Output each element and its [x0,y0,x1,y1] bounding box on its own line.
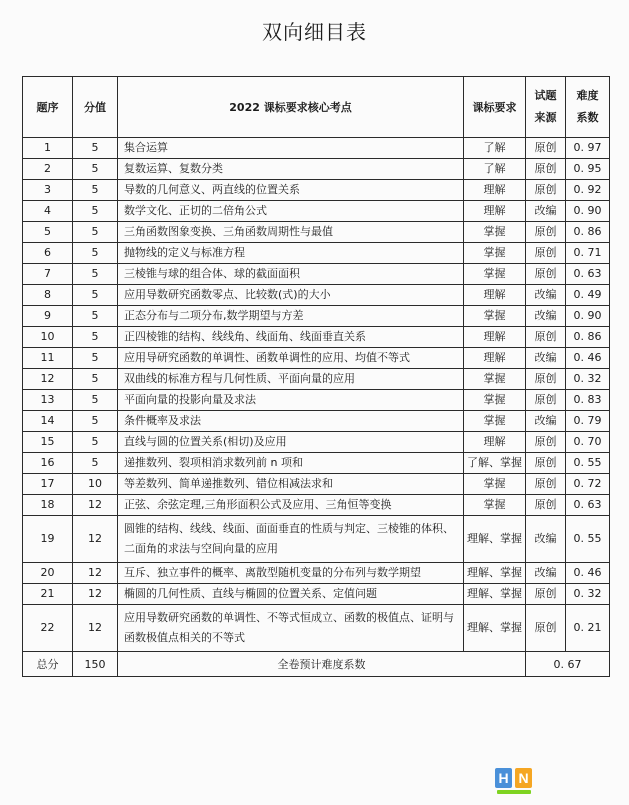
row-requirement: 了解 [464,138,526,159]
table-row [23,201,610,222]
row-requirement: 了解 [464,159,526,180]
row-score: 5 [73,453,118,474]
row-requirement: 理解 [464,348,526,369]
table-row [23,348,610,369]
row-requirement: 理解、掌握 [464,584,526,605]
header-requirement: 课标要求 [464,77,526,138]
table-row [23,432,610,453]
row-topic: 等差数列、简单递推数列、错位相减法求和 [118,474,464,495]
row-source: 改编 [526,285,566,306]
row-source: 改编 [526,306,566,327]
header-topic: 2022 课标要求核心考点 [118,77,464,138]
row-source: 改编 [526,411,566,432]
table-row [23,605,610,652]
row-topic: 条件概率及求法 [118,411,464,432]
row-seq: 7 [23,264,73,285]
row-seq: 6 [23,243,73,264]
row-source: 原创 [526,584,566,605]
table-row [23,180,610,201]
row-seq: 19 [23,516,73,563]
row-source: 原创 [526,180,566,201]
row-difficulty: 0. 71 [566,243,610,264]
row-seq: 22 [23,605,73,652]
header-seq: 题序 [23,77,73,138]
table-row [23,390,610,411]
row-seq: 13 [23,390,73,411]
row-difficulty: 0. 86 [566,222,610,243]
row-requirement: 掌握 [464,222,526,243]
header-score: 分值 [73,77,118,138]
row-difficulty: 0. 63 [566,495,610,516]
row-topic: 数学文化、正切的二倍角公式 [118,201,464,222]
row-score: 5 [73,306,118,327]
row-source: 原创 [526,605,566,652]
row-score: 5 [73,390,118,411]
row-difficulty: 0. 63 [566,264,610,285]
row-difficulty: 0. 21 [566,605,610,652]
row-requirement: 掌握 [464,306,526,327]
row-requirement: 掌握 [464,390,526,411]
table-row [23,474,610,495]
row-difficulty: 0. 32 [566,369,610,390]
table-row [23,516,610,563]
row-requirement: 掌握 [464,243,526,264]
row-difficulty: 0. 32 [566,584,610,605]
table-row [23,243,610,264]
row-seq: 12 [23,369,73,390]
total-row [23,652,610,677]
row-requirement: 理解 [464,327,526,348]
row-topic: 正态分布与二项分布,数学期望与方差 [118,306,464,327]
row-seq: 21 [23,584,73,605]
row-difficulty: 0. 86 [566,327,610,348]
row-seq: 5 [23,222,73,243]
row-seq: 20 [23,563,73,584]
table-row [23,453,610,474]
header-difficulty-line1: 难度 [576,89,599,102]
spec-table [22,76,610,677]
row-difficulty: 0. 55 [566,453,610,474]
row-requirement: 理解 [464,432,526,453]
row-requirement: 掌握 [464,369,526,390]
row-source: 改编 [526,516,566,563]
logo-letter-n: N [518,770,529,786]
row-requirement: 理解 [464,201,526,222]
row-source: 原创 [526,327,566,348]
row-topic: 三角函数图象变换、三角函数周期性与最值 [118,222,464,243]
row-topic: 复数运算、复数分类 [118,159,464,180]
row-source: 原创 [526,138,566,159]
row-score: 12 [73,516,118,563]
row-requirement: 理解、掌握 [464,605,526,652]
row-score: 12 [73,495,118,516]
row-difficulty: 0. 90 [566,201,610,222]
row-difficulty: 0. 55 [566,516,610,563]
row-requirement: 理解、掌握 [464,516,526,563]
row-source: 原创 [526,495,566,516]
row-source: 原创 [526,264,566,285]
table-row [23,563,610,584]
row-seq: 16 [23,453,73,474]
row-topic: 导数的几何意义、两直线的位置关系 [118,180,464,201]
row-topic: 正四棱锥的结构、线线角、线面角、线面垂直关系 [118,327,464,348]
row-score: 5 [73,159,118,180]
header-difficulty-line2: 系数 [576,111,599,124]
total-difficulty: 0. 67 [526,652,610,677]
row-score: 10 [73,474,118,495]
row-score: 5 [73,243,118,264]
row-score: 5 [73,180,118,201]
table-row [23,495,610,516]
row-seq: 18 [23,495,73,516]
logo-base-bar [497,790,531,794]
row-seq: 3 [23,180,73,201]
row-topic: 正弦、余弦定理,三角形面积公式及应用、三角恒等变换 [118,495,464,516]
table-row [23,327,610,348]
table-row [23,369,610,390]
row-seq: 2 [23,159,73,180]
row-seq: 8 [23,285,73,306]
row-seq: 14 [23,411,73,432]
row-difficulty: 0. 46 [566,563,610,584]
row-requirement: 掌握 [464,411,526,432]
row-requirement: 掌握 [464,474,526,495]
hn-logo-icon [494,766,534,796]
row-seq: 4 [23,201,73,222]
row-source: 原创 [526,432,566,453]
row-source: 改编 [526,563,566,584]
row-source: 原创 [526,474,566,495]
row-requirement: 掌握 [464,495,526,516]
row-difficulty: 0. 46 [566,348,610,369]
row-source: 原创 [526,453,566,474]
row-difficulty: 0. 70 [566,432,610,453]
row-score: 5 [73,348,118,369]
row-requirement: 掌握 [464,264,526,285]
table-row [23,159,610,180]
page-title: 双向细目表 [262,20,367,44]
table-row [23,584,610,605]
logo-letter-h: H [498,770,509,786]
row-difficulty: 0. 95 [566,159,610,180]
row-seq: 11 [23,348,73,369]
row-score: 5 [73,327,118,348]
total-score: 150 [73,652,118,677]
row-topic: 双曲线的标准方程与几何性质、平面向量的应用 [118,369,464,390]
row-seq: 10 [23,327,73,348]
row-source: 改编 [526,201,566,222]
row-source: 原创 [526,159,566,180]
row-score: 5 [73,411,118,432]
row-requirement: 理解、掌握 [464,563,526,584]
row-topic: 直线与圆的位置关系(相切)及应用 [118,432,464,453]
total-description: 全卷预计难度系数 [118,652,526,677]
row-topic: 抛物线的定义与标准方程 [118,243,464,264]
row-difficulty: 0. 92 [566,180,610,201]
row-score: 5 [73,222,118,243]
table-row [23,306,610,327]
row-topic: 互斥、独立事件的概率、离散型随机变量的分布列与数学期望 [118,563,464,584]
row-seq: 1 [23,138,73,159]
table-row [23,411,610,432]
table-row [23,264,610,285]
table-row [23,138,610,159]
row-score: 5 [73,369,118,390]
header-source-line2: 来源 [534,111,557,124]
row-topic: 椭圆的几何性质、直线与椭圆的位置关系、定值问题 [118,584,464,605]
row-difficulty: 0. 90 [566,306,610,327]
row-topic: 递推数列、裂项相消求数列前 n 项和 [118,453,464,474]
row-source: 改编 [526,348,566,369]
header-difficulty [566,77,610,138]
row-requirement: 理解 [464,180,526,201]
row-topic: 圆锥的结构、线线、线面、面面垂直的性质与判定、三棱锥的体积、二面角的求法与空间向量的应用 [118,516,464,563]
row-topic: 应用导研究函数的单调性、函数单调性的应用、均值不等式 [118,348,464,369]
table-header-row [23,77,610,138]
row-source: 原创 [526,243,566,264]
row-topic: 三棱锥与球的组合体、球的截面面积 [118,264,464,285]
row-source: 原创 [526,390,566,411]
row-topic: 平面向量的投影向量及求法 [118,390,464,411]
row-difficulty: 0. 97 [566,138,610,159]
row-topic: 应用导数研究函数零点、比较数(式)的大小 [118,285,464,306]
row-score: 12 [73,584,118,605]
table-row [23,222,610,243]
row-difficulty: 0. 72 [566,474,610,495]
header-source-line1: 试题 [534,89,557,102]
row-score: 5 [73,285,118,306]
header-source [526,77,566,138]
row-difficulty: 0. 79 [566,411,610,432]
row-topic: 集合运算 [118,138,464,159]
row-score: 5 [73,432,118,453]
row-score: 5 [73,138,118,159]
row-seq: 9 [23,306,73,327]
row-source: 原创 [526,222,566,243]
row-difficulty: 0. 49 [566,285,610,306]
row-score: 5 [73,201,118,222]
row-score: 12 [73,563,118,584]
row-seq: 17 [23,474,73,495]
row-seq: 15 [23,432,73,453]
total-label: 总分 [23,652,73,677]
table-row [23,285,610,306]
row-requirement: 理解 [464,285,526,306]
row-score: 12 [73,605,118,652]
row-requirement: 了解、掌握 [464,453,526,474]
row-source: 原创 [526,369,566,390]
row-difficulty: 0. 83 [566,390,610,411]
row-topic: 应用导数研究函数的单调性、不等式恒成立、函数的极值点、证明与函数极值点相关的不等式 [118,605,464,652]
row-score: 5 [73,264,118,285]
